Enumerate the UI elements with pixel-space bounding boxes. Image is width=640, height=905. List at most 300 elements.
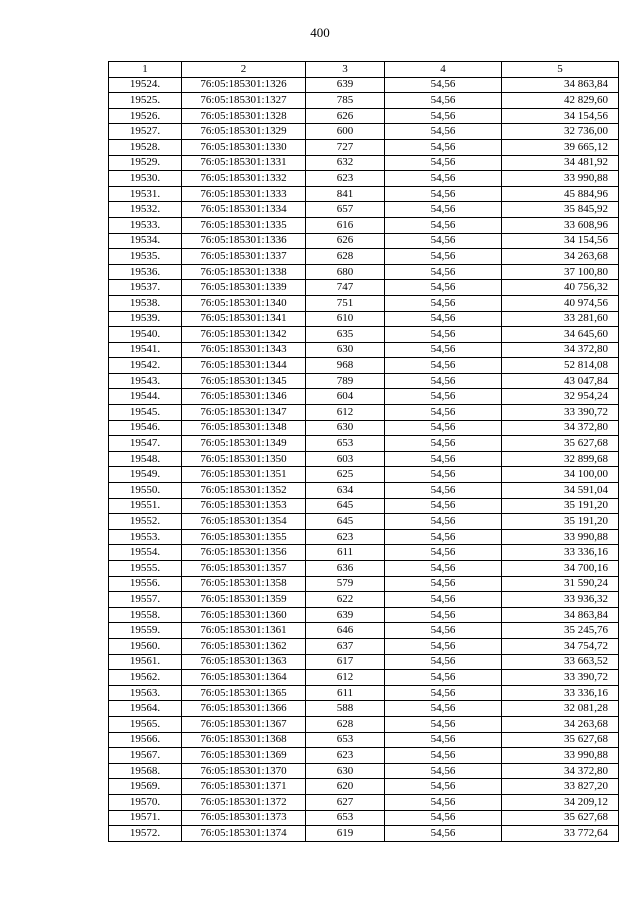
rate-cell: 54,56 <box>385 701 502 717</box>
cadastral-number-cell: 76:05:185301:1344 <box>182 358 306 374</box>
row-number-cell: 19558. <box>109 607 182 623</box>
area-cell: 623 <box>306 171 385 187</box>
column-header-1: 1 <box>109 62 182 78</box>
rate-cell: 54,56 <box>385 436 502 452</box>
table-row <box>109 405 619 421</box>
rate-cell: 54,56 <box>385 233 502 249</box>
cadastral-number-cell: 76:05:185301:1364 <box>182 670 306 686</box>
table-row <box>109 748 619 764</box>
rate-cell: 54,56 <box>385 561 502 577</box>
amount-cell: 34 372,80 <box>502 420 619 436</box>
area-cell: 611 <box>306 685 385 701</box>
rate-cell: 54,56 <box>385 186 502 202</box>
table-row <box>109 420 619 436</box>
cadastral-number-cell: 76:05:185301:1340 <box>182 295 306 311</box>
row-number-cell: 19566. <box>109 732 182 748</box>
table-row <box>109 638 619 654</box>
rate-cell: 54,56 <box>385 327 502 343</box>
cadastral-number-cell: 76:05:185301:1347 <box>182 405 306 421</box>
table-row <box>109 561 619 577</box>
rate-cell: 54,56 <box>385 794 502 810</box>
table-row <box>109 249 619 265</box>
rate-cell: 54,56 <box>385 342 502 358</box>
row-number-cell: 19563. <box>109 685 182 701</box>
rate-cell: 54,56 <box>385 139 502 155</box>
area-cell: 653 <box>306 436 385 452</box>
table-row <box>109 327 619 343</box>
cadastral-number-cell: 76:05:185301:1354 <box>182 514 306 530</box>
rate-cell: 54,56 <box>385 405 502 421</box>
row-number-cell: 19544. <box>109 389 182 405</box>
area-cell: 612 <box>306 405 385 421</box>
table-row <box>109 93 619 109</box>
rate-cell: 54,56 <box>385 592 502 608</box>
table-row <box>109 529 619 545</box>
rate-cell: 54,56 <box>385 171 502 187</box>
table-row <box>109 826 619 842</box>
cadastral-number-cell: 76:05:185301:1329 <box>182 124 306 140</box>
rate-cell: 54,56 <box>385 670 502 686</box>
amount-cell: 33 390,72 <box>502 670 619 686</box>
area-cell: 634 <box>306 483 385 499</box>
rate-cell: 54,56 <box>385 654 502 670</box>
rate-cell: 54,56 <box>385 826 502 842</box>
cadastral-number-cell: 76:05:185301:1357 <box>182 561 306 577</box>
area-cell: 579 <box>306 576 385 592</box>
area-cell: 751 <box>306 295 385 311</box>
row-number-cell: 19547. <box>109 436 182 452</box>
amount-cell: 34 372,80 <box>502 342 619 358</box>
cadastral-number-cell: 76:05:185301:1348 <box>182 420 306 436</box>
area-cell: 789 <box>306 373 385 389</box>
cadastral-number-cell: 76:05:185301:1338 <box>182 264 306 280</box>
row-number-cell: 19533. <box>109 217 182 233</box>
amount-cell: 39 665,12 <box>502 139 619 155</box>
amount-cell: 34 154,56 <box>502 108 619 124</box>
row-number-cell: 19540. <box>109 327 182 343</box>
amount-cell: 35 191,20 <box>502 514 619 530</box>
row-number-cell: 19551. <box>109 498 182 514</box>
row-number-cell: 19534. <box>109 233 182 249</box>
cadastral-number-cell: 76:05:185301:1330 <box>182 139 306 155</box>
table-row <box>109 358 619 374</box>
rate-cell: 54,56 <box>385 295 502 311</box>
row-number-cell: 19526. <box>109 108 182 124</box>
rate-cell: 54,56 <box>385 77 502 93</box>
area-cell: 610 <box>306 311 385 327</box>
area-cell: 637 <box>306 638 385 654</box>
rate-cell: 54,56 <box>385 514 502 530</box>
table-row <box>109 280 619 296</box>
cadastral-number-cell: 76:05:185301:1350 <box>182 451 306 467</box>
area-cell: 630 <box>306 763 385 779</box>
amount-cell: 34 263,68 <box>502 716 619 732</box>
amount-cell: 34 481,92 <box>502 155 619 171</box>
row-number-cell: 19542. <box>109 358 182 374</box>
amount-cell: 34 645,60 <box>502 327 619 343</box>
area-cell: 600 <box>306 124 385 140</box>
row-number-cell: 19529. <box>109 155 182 171</box>
cadastral-number-cell: 76:05:185301:1333 <box>182 186 306 202</box>
area-cell: 611 <box>306 545 385 561</box>
row-number-cell: 19559. <box>109 623 182 639</box>
cadastral-number-cell: 76:05:185301:1373 <box>182 810 306 826</box>
area-cell: 622 <box>306 592 385 608</box>
area-cell: 604 <box>306 389 385 405</box>
table-row <box>109 389 619 405</box>
cadastral-number-cell: 76:05:185301:1356 <box>182 545 306 561</box>
area-cell: 657 <box>306 202 385 218</box>
cadastral-number-cell: 76:05:185301:1369 <box>182 748 306 764</box>
rate-cell: 54,56 <box>385 202 502 218</box>
cadastral-number-cell: 76:05:185301:1355 <box>182 529 306 545</box>
row-number-cell: 19543. <box>109 373 182 389</box>
rate-cell: 54,56 <box>385 249 502 265</box>
row-number-cell: 19565. <box>109 716 182 732</box>
cadastral-number-cell: 76:05:185301:1361 <box>182 623 306 639</box>
table-row <box>109 436 619 452</box>
rate-cell: 54,56 <box>385 155 502 171</box>
amount-cell: 32 736,00 <box>502 124 619 140</box>
row-number-cell: 19569. <box>109 779 182 795</box>
cadastral-number-cell: 76:05:185301:1365 <box>182 685 306 701</box>
amount-cell: 35 245,76 <box>502 623 619 639</box>
table-row <box>109 186 619 202</box>
table-row <box>109 311 619 327</box>
area-cell: 632 <box>306 155 385 171</box>
row-number-cell: 19539. <box>109 311 182 327</box>
table-row <box>109 233 619 249</box>
rate-cell: 54,56 <box>385 607 502 623</box>
table-row <box>109 592 619 608</box>
cadastral-number-cell: 76:05:185301:1374 <box>182 826 306 842</box>
table-row <box>109 763 619 779</box>
table-row <box>109 607 619 623</box>
cadastral-number-cell: 76:05:185301:1346 <box>182 389 306 405</box>
amount-cell: 42 829,60 <box>502 93 619 109</box>
row-number-cell: 19553. <box>109 529 182 545</box>
cadastral-number-cell: 76:05:185301:1362 <box>182 638 306 654</box>
rate-cell: 54,56 <box>385 576 502 592</box>
table-row <box>109 483 619 499</box>
area-cell: 653 <box>306 732 385 748</box>
area-cell: 623 <box>306 529 385 545</box>
row-number-cell: 19572. <box>109 826 182 842</box>
table-row <box>109 701 619 717</box>
table-row <box>109 108 619 124</box>
table-row <box>109 623 619 639</box>
cadastral-number-cell: 76:05:185301:1366 <box>182 701 306 717</box>
cadastral-number-cell: 76:05:185301:1332 <box>182 171 306 187</box>
page-number: 400 <box>310 25 330 40</box>
rate-cell: 54,56 <box>385 763 502 779</box>
area-cell: 968 <box>306 358 385 374</box>
cadastral-number-cell: 76:05:185301:1331 <box>182 155 306 171</box>
rate-cell: 54,56 <box>385 810 502 826</box>
area-cell: 619 <box>306 826 385 842</box>
amount-cell: 34 700,16 <box>502 561 619 577</box>
area-cell: 630 <box>306 420 385 436</box>
rate-cell: 54,56 <box>385 124 502 140</box>
table-row <box>109 716 619 732</box>
area-cell: 645 <box>306 514 385 530</box>
row-number-cell: 19560. <box>109 638 182 654</box>
amount-cell: 40 974,56 <box>502 295 619 311</box>
area-cell: 841 <box>306 186 385 202</box>
amount-cell: 34 209,12 <box>502 794 619 810</box>
table-row <box>109 654 619 670</box>
table-row <box>109 171 619 187</box>
rate-cell: 54,56 <box>385 280 502 296</box>
amount-cell: 32 899,68 <box>502 451 619 467</box>
rate-cell: 54,56 <box>385 638 502 654</box>
rate-cell: 54,56 <box>385 779 502 795</box>
row-number-cell: 19568. <box>109 763 182 779</box>
area-cell: 680 <box>306 264 385 280</box>
table-header <box>109 62 619 78</box>
table-row <box>109 124 619 140</box>
amount-cell: 35 191,20 <box>502 498 619 514</box>
amount-cell: 33 390,72 <box>502 405 619 421</box>
row-number-cell: 19555. <box>109 561 182 577</box>
amount-cell: 34 591,04 <box>502 483 619 499</box>
row-number-cell: 19557. <box>109 592 182 608</box>
row-number-cell: 19549. <box>109 467 182 483</box>
row-number-cell: 19525. <box>109 93 182 109</box>
cadastral-number-cell: 76:05:185301:1360 <box>182 607 306 623</box>
table-row <box>109 264 619 280</box>
row-number-cell: 19550. <box>109 483 182 499</box>
rate-cell: 54,56 <box>385 451 502 467</box>
amount-cell: 33 336,16 <box>502 545 619 561</box>
cadastral-number-cell: 76:05:185301:1353 <box>182 498 306 514</box>
table-row <box>109 514 619 530</box>
cadastral-number-cell: 76:05:185301:1327 <box>182 93 306 109</box>
row-number-cell: 19532. <box>109 202 182 218</box>
amount-cell: 33 827,20 <box>502 779 619 795</box>
amount-cell: 37 100,80 <box>502 264 619 280</box>
cadastral-number-cell: 76:05:185301:1367 <box>182 716 306 732</box>
amount-cell: 33 608,96 <box>502 217 619 233</box>
area-cell: 645 <box>306 498 385 514</box>
amount-cell: 34 372,80 <box>502 763 619 779</box>
amount-cell: 35 627,68 <box>502 732 619 748</box>
cadastral-number-cell: 76:05:185301:1336 <box>182 233 306 249</box>
area-cell: 628 <box>306 249 385 265</box>
amount-cell: 34 263,68 <box>502 249 619 265</box>
rate-cell: 54,56 <box>385 498 502 514</box>
row-number-cell: 19564. <box>109 701 182 717</box>
amount-cell: 34 863,84 <box>502 77 619 93</box>
table-row <box>109 498 619 514</box>
rate-cell: 54,56 <box>385 217 502 233</box>
row-number-cell: 19536. <box>109 264 182 280</box>
rate-cell: 54,56 <box>385 529 502 545</box>
rate-cell: 54,56 <box>385 467 502 483</box>
amount-cell: 34 863,84 <box>502 607 619 623</box>
row-number-cell: 19530. <box>109 171 182 187</box>
row-number-cell: 19527. <box>109 124 182 140</box>
table-row <box>109 295 619 311</box>
amount-cell: 40 756,32 <box>502 280 619 296</box>
row-number-cell: 19541. <box>109 342 182 358</box>
amount-cell: 33 990,88 <box>502 529 619 545</box>
rate-cell: 54,56 <box>385 748 502 764</box>
row-number-cell: 19554. <box>109 545 182 561</box>
row-number-cell: 19545. <box>109 405 182 421</box>
amount-cell: 35 627,68 <box>502 436 619 452</box>
amount-cell: 34 154,56 <box>502 233 619 249</box>
table-row <box>109 342 619 358</box>
amount-cell: 34 100,00 <box>502 467 619 483</box>
rate-cell: 54,56 <box>385 545 502 561</box>
amount-cell: 33 990,88 <box>502 171 619 187</box>
table-body <box>109 77 619 841</box>
amount-cell: 52 814,08 <box>502 358 619 374</box>
area-cell: 617 <box>306 654 385 670</box>
table-row <box>109 810 619 826</box>
rate-cell: 54,56 <box>385 373 502 389</box>
row-number-cell: 19537. <box>109 280 182 296</box>
amount-cell: 31 590,24 <box>502 576 619 592</box>
area-cell: 603 <box>306 451 385 467</box>
table-row <box>109 685 619 701</box>
area-cell: 727 <box>306 139 385 155</box>
cadastral-number-cell: 76:05:185301:1351 <box>182 467 306 483</box>
area-cell: 639 <box>306 77 385 93</box>
amount-cell: 45 884,96 <box>502 186 619 202</box>
amount-cell: 35 627,68 <box>502 810 619 826</box>
row-number-cell: 19552. <box>109 514 182 530</box>
row-number-cell: 19531. <box>109 186 182 202</box>
cadastral-number-cell: 76:05:185301:1339 <box>182 280 306 296</box>
cadastral-number-cell: 76:05:185301:1343 <box>182 342 306 358</box>
row-number-cell: 19535. <box>109 249 182 265</box>
amount-cell: 35 845,92 <box>502 202 619 218</box>
cadastral-number-cell: 76:05:185301:1368 <box>182 732 306 748</box>
cadastral-number-cell: 76:05:185301:1345 <box>182 373 306 389</box>
rate-cell: 54,56 <box>385 93 502 109</box>
amount-cell: 32 954,24 <box>502 389 619 405</box>
area-cell: 625 <box>306 467 385 483</box>
row-number-cell: 19570. <box>109 794 182 810</box>
rate-cell: 54,56 <box>385 732 502 748</box>
cadastral-number-cell: 76:05:185301:1337 <box>182 249 306 265</box>
table-row <box>109 77 619 93</box>
amount-cell: 43 047,84 <box>502 373 619 389</box>
table-row <box>109 794 619 810</box>
rate-cell: 54,56 <box>385 483 502 499</box>
table-row <box>109 373 619 389</box>
area-cell: 747 <box>306 280 385 296</box>
rate-cell: 54,56 <box>385 420 502 436</box>
cadastral-number-cell: 76:05:185301:1352 <box>182 483 306 499</box>
table-row <box>109 202 619 218</box>
row-number-cell: 19561. <box>109 654 182 670</box>
cadastral-number-cell: 76:05:185301:1372 <box>182 794 306 810</box>
amount-cell: 34 754,72 <box>502 638 619 654</box>
area-cell: 626 <box>306 233 385 249</box>
table-row <box>109 155 619 171</box>
row-number-cell: 19524. <box>109 77 182 93</box>
table-row <box>109 217 619 233</box>
rate-cell: 54,56 <box>385 623 502 639</box>
row-number-cell: 19562. <box>109 670 182 686</box>
area-cell: 653 <box>306 810 385 826</box>
cadastral-number-cell: 76:05:185301:1363 <box>182 654 306 670</box>
amount-cell: 33 772,64 <box>502 826 619 842</box>
row-number-cell: 19567. <box>109 748 182 764</box>
rate-cell: 54,56 <box>385 389 502 405</box>
rate-cell: 54,56 <box>385 716 502 732</box>
area-cell: 616 <box>306 217 385 233</box>
amount-cell: 33 936,32 <box>502 592 619 608</box>
table-row <box>109 779 619 795</box>
cadastral-number-cell: 76:05:185301:1334 <box>182 202 306 218</box>
area-cell: 623 <box>306 748 385 764</box>
area-cell: 628 <box>306 716 385 732</box>
amount-cell: 32 081,28 <box>502 701 619 717</box>
cadastral-number-cell: 76:05:185301:1335 <box>182 217 306 233</box>
area-cell: 626 <box>306 108 385 124</box>
row-number-cell: 19546. <box>109 420 182 436</box>
rate-cell: 54,56 <box>385 358 502 374</box>
amount-cell: 33 336,16 <box>502 685 619 701</box>
rate-cell: 54,56 <box>385 264 502 280</box>
area-cell: 588 <box>306 701 385 717</box>
table-row <box>109 545 619 561</box>
column-header-3: 3 <box>306 62 385 78</box>
table-row <box>109 576 619 592</box>
cadastral-number-cell: 76:05:185301:1359 <box>182 592 306 608</box>
amount-cell: 33 663,52 <box>502 654 619 670</box>
row-number-cell: 19556. <box>109 576 182 592</box>
column-header-4: 4 <box>385 62 502 78</box>
table-row <box>109 139 619 155</box>
row-number-cell: 19528. <box>109 139 182 155</box>
cadastral-number-cell: 76:05:185301:1370 <box>182 763 306 779</box>
rate-cell: 54,56 <box>385 311 502 327</box>
area-cell: 646 <box>306 623 385 639</box>
cadastral-number-cell: 76:05:185301:1328 <box>182 108 306 124</box>
land-plot-table <box>108 61 619 842</box>
header-row <box>109 62 619 78</box>
area-cell: 630 <box>306 342 385 358</box>
rate-cell: 54,56 <box>385 685 502 701</box>
area-cell: 785 <box>306 93 385 109</box>
row-number-cell: 19538. <box>109 295 182 311</box>
column-header-2: 2 <box>182 62 306 78</box>
cadastral-number-cell: 76:05:185301:1341 <box>182 311 306 327</box>
area-cell: 612 <box>306 670 385 686</box>
area-cell: 635 <box>306 327 385 343</box>
amount-cell: 33 281,60 <box>502 311 619 327</box>
area-cell: 636 <box>306 561 385 577</box>
column-header-5: 5 <box>502 62 619 78</box>
area-cell: 639 <box>306 607 385 623</box>
area-cell: 627 <box>306 794 385 810</box>
row-number-cell: 19548. <box>109 451 182 467</box>
table-row <box>109 732 619 748</box>
table-row <box>109 670 619 686</box>
cadastral-number-cell: 76:05:185301:1326 <box>182 77 306 93</box>
cadastral-number-cell: 76:05:185301:1371 <box>182 779 306 795</box>
amount-cell: 33 990,88 <box>502 748 619 764</box>
area-cell: 620 <box>306 779 385 795</box>
rate-cell: 54,56 <box>385 108 502 124</box>
cadastral-number-cell: 76:05:185301:1349 <box>182 436 306 452</box>
table-row <box>109 451 619 467</box>
